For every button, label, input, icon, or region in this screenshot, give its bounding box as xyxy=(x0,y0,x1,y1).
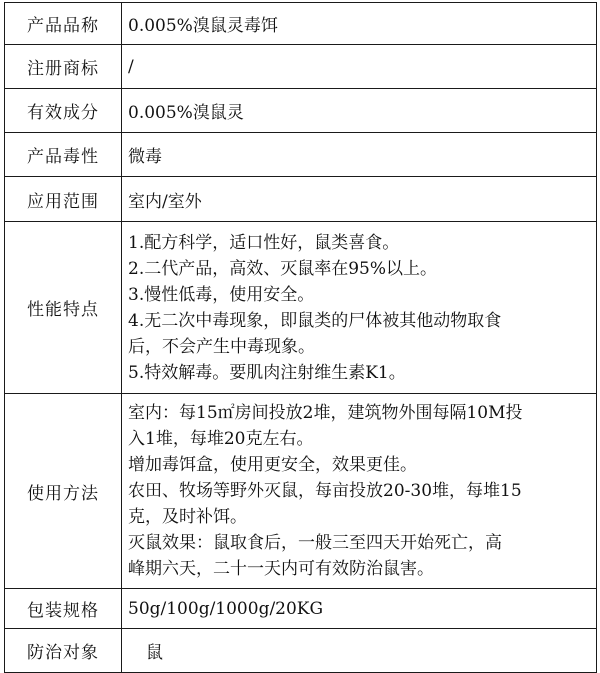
table-row xyxy=(5,629,597,673)
features-cell xyxy=(122,222,597,394)
table-row xyxy=(5,3,597,45)
row-value: / xyxy=(122,45,597,89)
row-label: 应用范围 xyxy=(5,177,122,222)
table-row xyxy=(5,89,597,133)
table-row xyxy=(5,589,597,629)
usage-line: 入1堆，每堆20克左右。 xyxy=(128,429,314,449)
row-label: 产品品称 xyxy=(5,3,122,45)
table-row xyxy=(5,177,597,222)
product-spec-table xyxy=(4,2,597,673)
row-label: 产品毒性 xyxy=(5,133,122,177)
row-label: 注册商标 xyxy=(5,45,122,89)
feature-line: 5.特效解毒。要肌肉注射维生素K1。 xyxy=(128,362,406,383)
table-row xyxy=(5,133,597,177)
row-label: 防治对象 xyxy=(5,629,122,673)
table-row-usage xyxy=(5,394,597,589)
table-row xyxy=(5,45,597,89)
feature-line: 1.配方科学，适口性好，鼠类喜食。 xyxy=(128,232,400,253)
feature-line: 2.二代产品，高效、灭鼠率在95%以上。 xyxy=(128,258,438,279)
feature-line: 4.无二次中毒现象，即鼠类的尸体被其他动物取食 xyxy=(128,310,502,331)
row-label: 包装规格 xyxy=(5,589,122,629)
row-value: 0.005%溴鼠灵 xyxy=(122,89,597,133)
row-label: 使用方法 xyxy=(5,394,122,589)
row-value: 微毒 xyxy=(122,133,597,177)
table-row-features xyxy=(5,222,597,394)
row-label: 有效成分 xyxy=(5,89,122,133)
usage-line: 农田、牧场等野外灭鼠，每亩投放20-30堆，每堆15 xyxy=(128,481,522,501)
row-value: 室内/室外 xyxy=(122,177,597,222)
feature-line: 后，不会产生中毒现象。 xyxy=(128,336,315,357)
row-value: 鼠 xyxy=(122,629,597,673)
row-value: 50g/100g/1000g/20KG xyxy=(122,589,597,629)
usage-cell xyxy=(122,394,597,589)
feature-line: 3.慢性低毒，使用安全。 xyxy=(128,284,315,305)
usage-line: 室内：每15㎡房间投放2堆，建筑物外围每隔10M投 xyxy=(128,403,523,423)
usage-line: 峰期六天，二十一天内可有效防治鼠害。 xyxy=(128,559,434,579)
usage-line: 灭鼠效果：鼠取食后，一般三至四天开始死亡，高 xyxy=(128,533,502,553)
row-value: 0.005%溴鼠灵毒饵 xyxy=(122,3,597,45)
row-label: 性能特点 xyxy=(5,222,122,394)
usage-line: 克，及时补饵。 xyxy=(128,507,247,527)
usage-line: 增加毒饵盒，使用更安全，效果更佳。 xyxy=(128,455,417,475)
